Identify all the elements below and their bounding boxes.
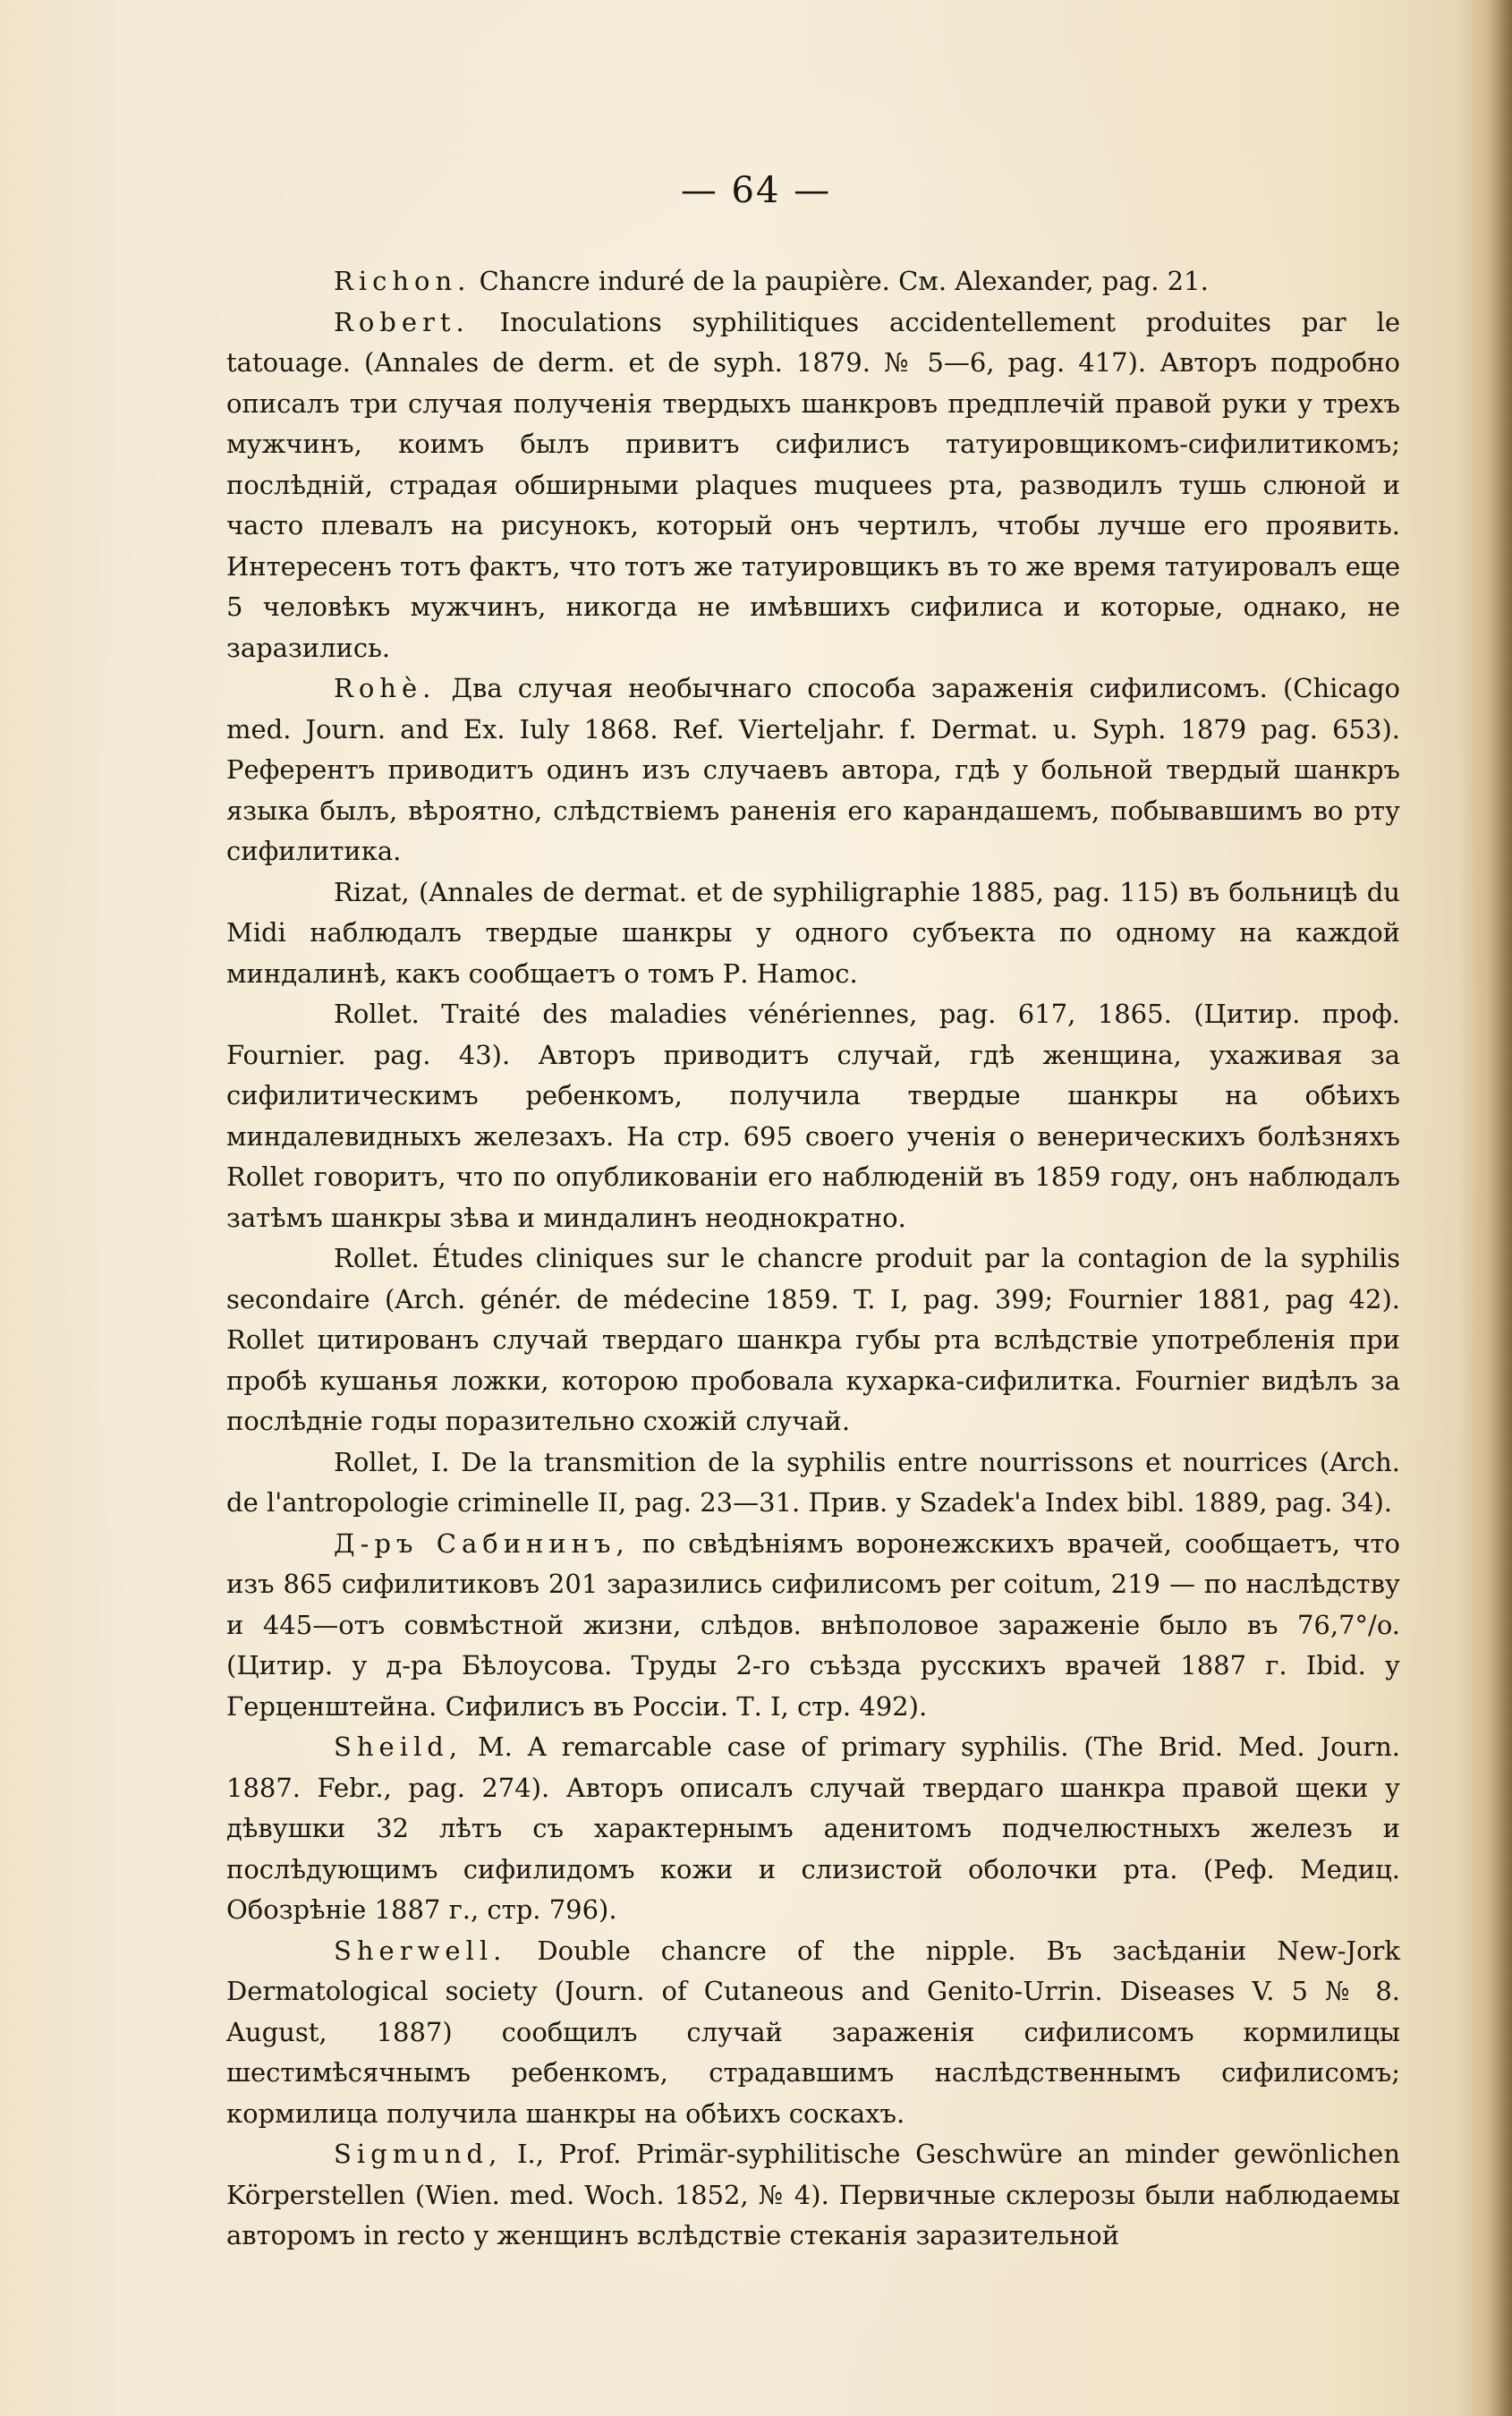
entry-body: Études cliniques sur le chancre produit par la contagion de la syphilis secondaire (Arch. génér. de médecine 1859. T. I, pag. 399; Fournier 1881, pag 42). Rollet цитированъ случай твердаго шанкра губы рта вслѣдствіе употребленія при пробѣ кушанья ложки, которою пробовала кухарка-сифилитка. Fournier видѣлъ за послѣдніе годы поразительно схожій случай.: [226, 1243, 1400, 1436]
entry-author: Rollet,: [334, 1446, 420, 1477]
entry-author: Sherwell.: [334, 1935, 507, 1966]
entry-author: Rollet.: [334, 999, 420, 1029]
entry-author: Rizat,: [334, 876, 410, 907]
entry-body: Два случая необычнаго способа зараженія сифилисомъ. (Chicago med. Journ. and Ex. Iuly 1868. Ref. Vierteljahr. f. Dermat. u. Syph. 1879 pag. 653). Референтъ приводитъ одинъ изъ случаевъ автора, гдѣ у больной твердый шанкръ языка былъ, вѣроятно, слѣдствіемъ раненія его карандашемъ, побывавшимъ во рту сифилитика.: [226, 673, 1400, 866]
entry-author: Rollet.: [334, 1243, 420, 1273]
entry-body: M. A remarcable case of primary syphilis. (The Brid. Med. Journ. 1887. Febr., pag. 274). Авторъ описалъ случай твердаго шанкра правой щеки у дѣвушки 32 лѣтъ съ характернымъ аденитомъ подчелюстныхъ железъ и послѣдующимъ сифилидомъ кожи и слизистой оболочки рта. (Реф. Медиц. Обозрѣніе 1887 г., стр. 796).: [226, 1731, 1400, 1925]
entry-author: Sigmund,: [334, 2139, 503, 2169]
entry-author: Sheild,: [334, 1731, 463, 1762]
page-edge-shadow: [1458, 0, 1512, 2416]
entry-robert: [226, 302, 1400, 669]
bibliography-text: [226, 261, 1400, 2257]
entry-author: Robert.: [334, 306, 470, 337]
entry-sheild: [226, 1727, 1400, 1931]
entry-sigmund: [226, 2134, 1400, 2257]
entry-body: (Annales de dermat. et de syphiligraphie 1885, pag. 115) въ больницѣ du Midi наблюдалъ твердые шанкры у одного субъекта по одному на каждой миндалинѣ, какъ сообщаетъ о томъ Р. Hamoc.: [226, 876, 1400, 989]
entry-body: Inoculations syphilitiques accidentellement produites par le tatouage. (Annales de derm. et de syph. 1879. № 5—6, pag. 417). Авторъ подробно описалъ три случая полученія твердыхъ шанкровъ предплечій правой руки у трехъ мужчинъ, коимъ былъ привитъ сифилисъ татуировщикомъ-сифилитикомъ; послѣдній, страдая обширными plaques muquees рта, разводилъ тушь слюной и часто плевалъ на рисунокъ, который онъ чертилъ, чтобы лучше его проявить. Интересенъ тотъ фактъ, что тотъ же татуировщикъ въ то же время татуировалъ еще 5 человѣкъ мужчинъ, никогда не имѣвшихъ сифилиса и которые, однако, не заразились.: [226, 306, 1400, 663]
entry-author: Rohè.: [334, 673, 437, 703]
entry-richon: [226, 261, 1400, 302]
entry-rizat: [226, 872, 1400, 995]
entry-body: Traité des maladies vénériennes, pag. 617, 1865. (Цитир. проф. Fournier. pag. 43). Авторъ приводитъ случай, гдѣ женщина, ухаживая за сифилитическимъ ребенкомъ, получила твердые шанкры на обѣихъ миндалевидныхъ железахъ. На стр. 695 своего ученія о венерическихъ болѣзняхъ Rollet говоритъ, что по опубликованіи его наблюденій въ 1859 году, онъ наблюдалъ затѣмъ шанкры зѣва и миндалинъ неоднократно.: [226, 999, 1400, 1233]
entry-body: по свѣдѣніямъ воронежскихъ врачей, сообщаетъ, что изъ 865 сифилитиковъ 201 заразились сифилисомъ per coitum, 219 — по наслѣдству и 445—отъ совмѣстной жизни, слѣдов. внѣполовое зараженіе было въ 76,7°/o. (Цитир. у д-ра Бѣлоусова. Труды 2-го съѣзда русскихъ врачей 1887 г. Ibid. у Герценштейна. Сифилисъ въ Россіи. Т. I, стр. 492).: [226, 1527, 1400, 1722]
entry-sherwell: [226, 1931, 1400, 2135]
entry-body: I. De la transmition de la syphilis entre nourrissons et nourrices (Arch. de l'antropologie criminelle II, pag. 23—31. Прив. у Szadek'a Index bibl. 1889, pag. 34).: [226, 1446, 1400, 1518]
entry-author: Richon.: [334, 266, 471, 296]
entry-body: Chancre induré de la paupière. См. Alexander, pag. 21.: [471, 266, 1209, 296]
page-number: — 64 —: [680, 170, 832, 211]
entry-body: Double chancre of the nipple. Въ засѣданіи New-Jork Dermatological society (Journ. of Cutaneous and Genito-Urrin. Diseases V. 5 № 8. August, 1887) сообщилъ случай зараженія сифилисомъ кормилицы шестимѣсячнымъ ребенкомъ, страдавшимъ наслѣдственнымъ сифилисомъ; кормилица получила шанкры на обѣихъ соскахъ.: [226, 1935, 1400, 2129]
entry-rollet-3: [226, 1442, 1400, 1524]
entry-rollet-1: [226, 994, 1400, 1238]
entry-author: Д-ръ Сабининъ,: [334, 1527, 630, 1559]
entry-rohe: [226, 668, 1400, 872]
entry-rollet-2: [226, 1238, 1400, 1442]
entry-sabinin: [226, 1524, 1400, 1728]
entry-body: I., Prof. Primär-syphilitische Geschwüre an minder gewönlichen Körperstellen (Wien. med. Woch. 1852, № 4). Первичные склерозы были наблюдаемы авторомъ in recto у женщинъ вслѣдствіе стеканія заразительной: [226, 2139, 1400, 2250]
